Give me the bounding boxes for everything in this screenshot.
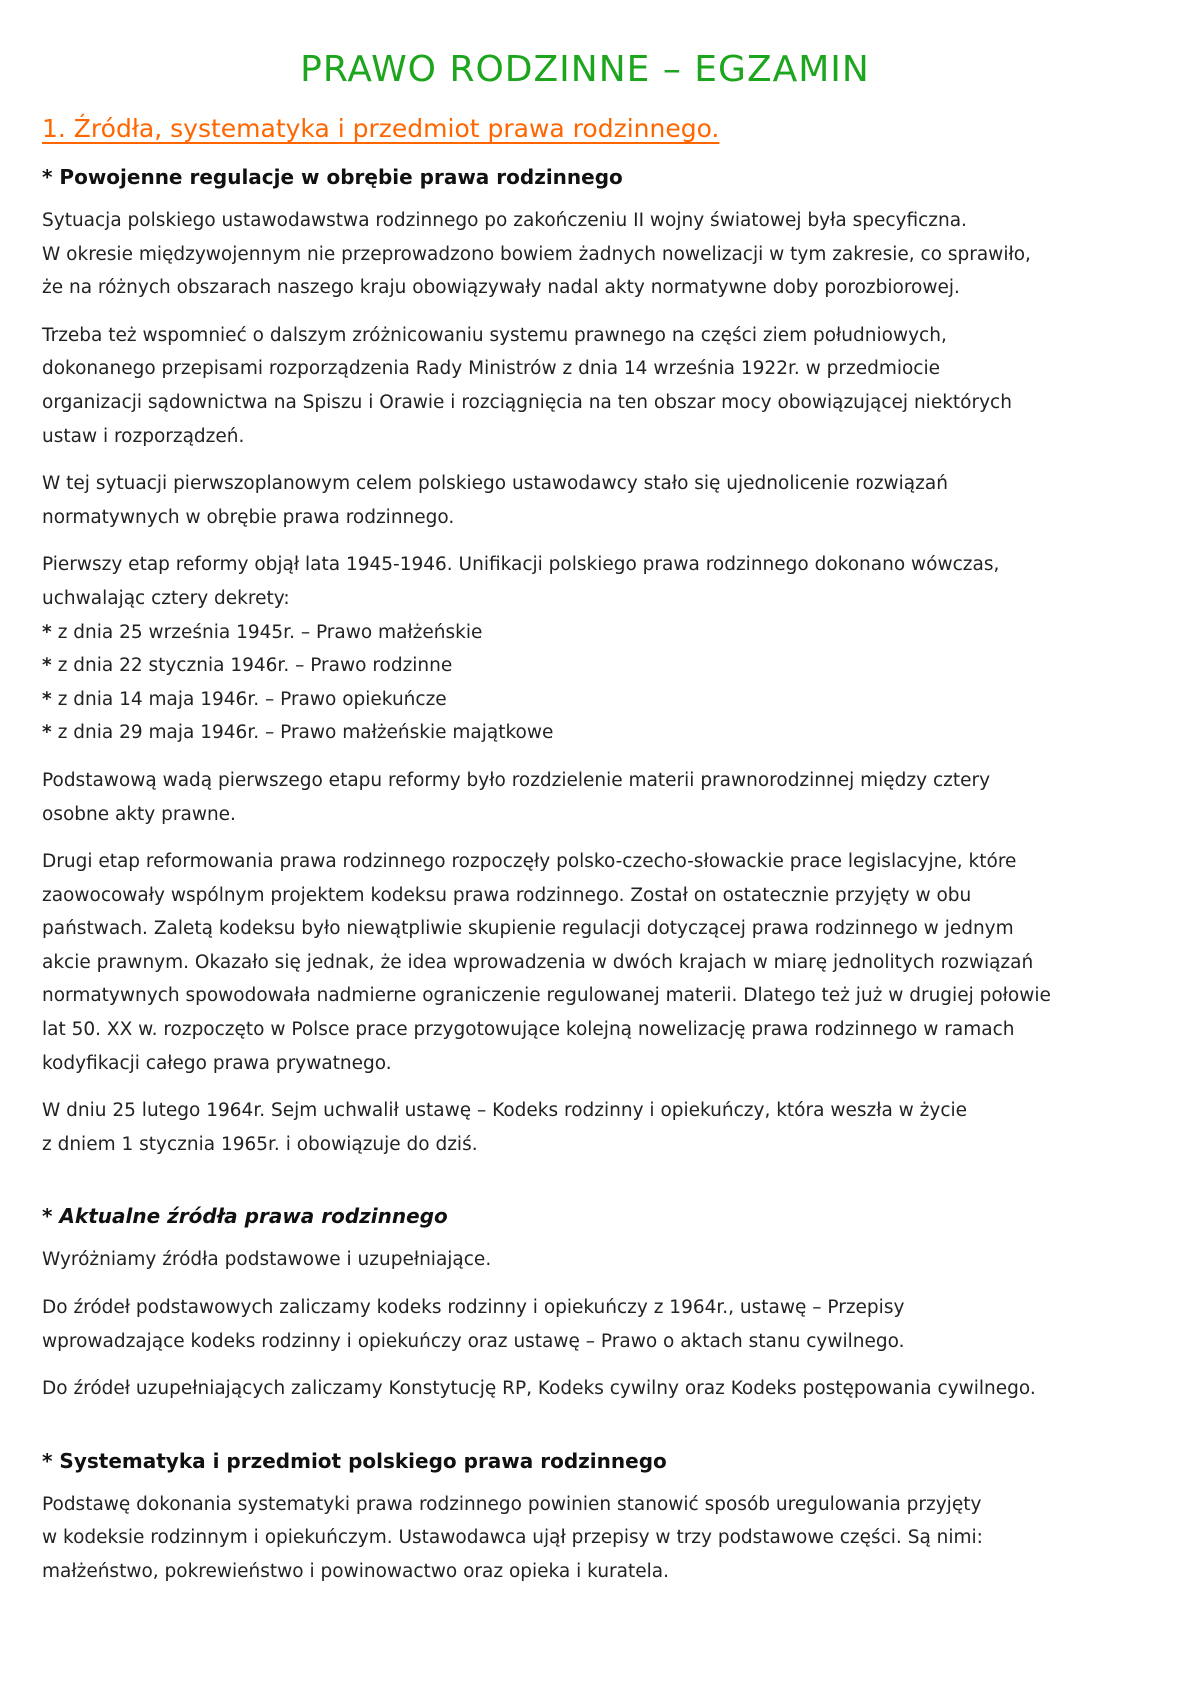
decree-list [42,616,1128,750]
paragraph: Drugi etap reformowania prawa rodzinnego rozpoczęły polsko-czecho-słowackie prace legislacyjne, które zaowocowały wspólnym projektem kodeksu prawa rodzinnego. Został on ostatecznie przyjęty w obu państwach. Zaletą kodeksu było niewątpliwie skupienie regulacji dotyczącej prawa rodzinnego w jednym akcie prawnym. Okazało się jednak, że idea wprowadzenia w dwóch krajach w miarę jednolitych rozwiązań normatywnych spowodowała nadmierne ograniczenie regulowanej materii. Dlatego też już w drugiej połowie lat 50. XX w. rozpoczęto w Polsce prace przygotowujące kolejną nowelizację prawa rodzinnego w ramach kodyfikacji całego prawa prywatnego. [42,851,1051,1074]
paragraph: Podstawową wadą pierwszego etapu reformy było rozdzielenie materii prawnorodzinnej między cztery osobne akty prawne. [42,769,991,825]
bullet-marker: * [42,722,52,744]
paragraph: Wyróżniamy źródła podstawowe i uzupełniające. [42,1249,492,1271]
bullet-marker: * [42,621,52,643]
subsection-heading-postwar: * Powojenne regulacje w obrębie prawa rodzinnego [42,165,623,189]
document-title: PRAWO RODZINNE – EGZAMIN [300,49,870,90]
paragraph: W tej sytuacji pierwszoplanowym celem polskiego ustawodawcy stało się ujednolicenie rozwiązań normatywnych w obrębie prawa rodzinnego. [42,473,948,528]
bullet-marker: * [42,688,52,710]
list-item: * z dnia 25 września 1945r. – Prawo małżeńskie [42,621,483,643]
paragraph: Do źródeł uzupełniających zaliczamy Konstytucję RP, Kodeks cywilny oraz Kodeks postępowania cywilnego. [42,1378,1036,1400]
list-item: * z dnia 22 stycznia 1946r. – Prawo rodzinne [42,655,453,677]
section-heading: 1. Źródła, systematyka i przedmiot prawa rodzinnego. [42,114,720,143]
paragraph: Sytuacja polskiego ustawodawstwa rodzinnego po zakończeniu II wojny światowej była specyficzna. W okresie międzywojennym nie przeprowadzono bowiem żadnych nowelizacji w tym zakresie, co sprawiło, że na różnych obszarach naszego kraju obowiązywały nadal akty normatywne doby porozbiorowej. [42,210,1031,299]
paragraph: Trzeba też wspomnieć o dalszym zróżnicowaniu systemu prawnego na części ziem południowych, dokonanego przepisami rozporządzenia Rady Ministrów z dnia 14 września 1922r. w przedmiocie organizacji sądownictwa na Spiszu i Orawie i rozciągnięcia na ten obszar mocy obowiązującej niektórych ustaw i rozporządzeń. [42,324,1012,447]
paragraph: Pierwszy etap reformy objął lata 1945-1946. Unifikacji polskiego prawa rodzinnego dokonano wówczas, uchwalając cztery dekrety: [42,554,1000,609]
paragraph: Podstawę dokonania systematyki prawa rodzinnego powinien stanowić sposób uregulowania przyjęty w kodeksie rodzinnym i opiekuńczym. Ustawodawca ujął przepisy w trzy podstawowe części. Są nimi: małżeństwo, pokrewieństwo i powinowactwo oraz opieka i kuratela. [42,1493,983,1582]
paragraph: Do źródeł podstawowych zaliczamy kodeks rodzinny i opiekuńczy z 1964r., ustawę – Przepisy wprowadzające kodeks rodzinny i opiekuńczy oraz ustawę – Prawo o aktach stanu cywilnego. [42,1297,905,1352]
subsection-heading-sources: * Aktualne źródła prawa rodzinnego [42,1204,448,1229]
list-item: * z dnia 14 maja 1946r. – Prawo opiekuńcze [42,688,447,710]
list-item: * z dnia 29 maja 1946r. – Prawo małżeńskie majątkowe [42,722,554,744]
subsection-heading-systematics: * Systematyka i przedmiot polskiego prawa rodzinnego [42,1448,667,1473]
bullet-marker: * [42,655,52,677]
paragraph: W dniu 25 lutego 1964r. Sejm uchwalił ustawę – Kodeks rodzinny i opiekuńczy, która weszła w życie z dniem 1 stycznia 1965r. i obowiązuje do dziś. [42,1100,968,1155]
